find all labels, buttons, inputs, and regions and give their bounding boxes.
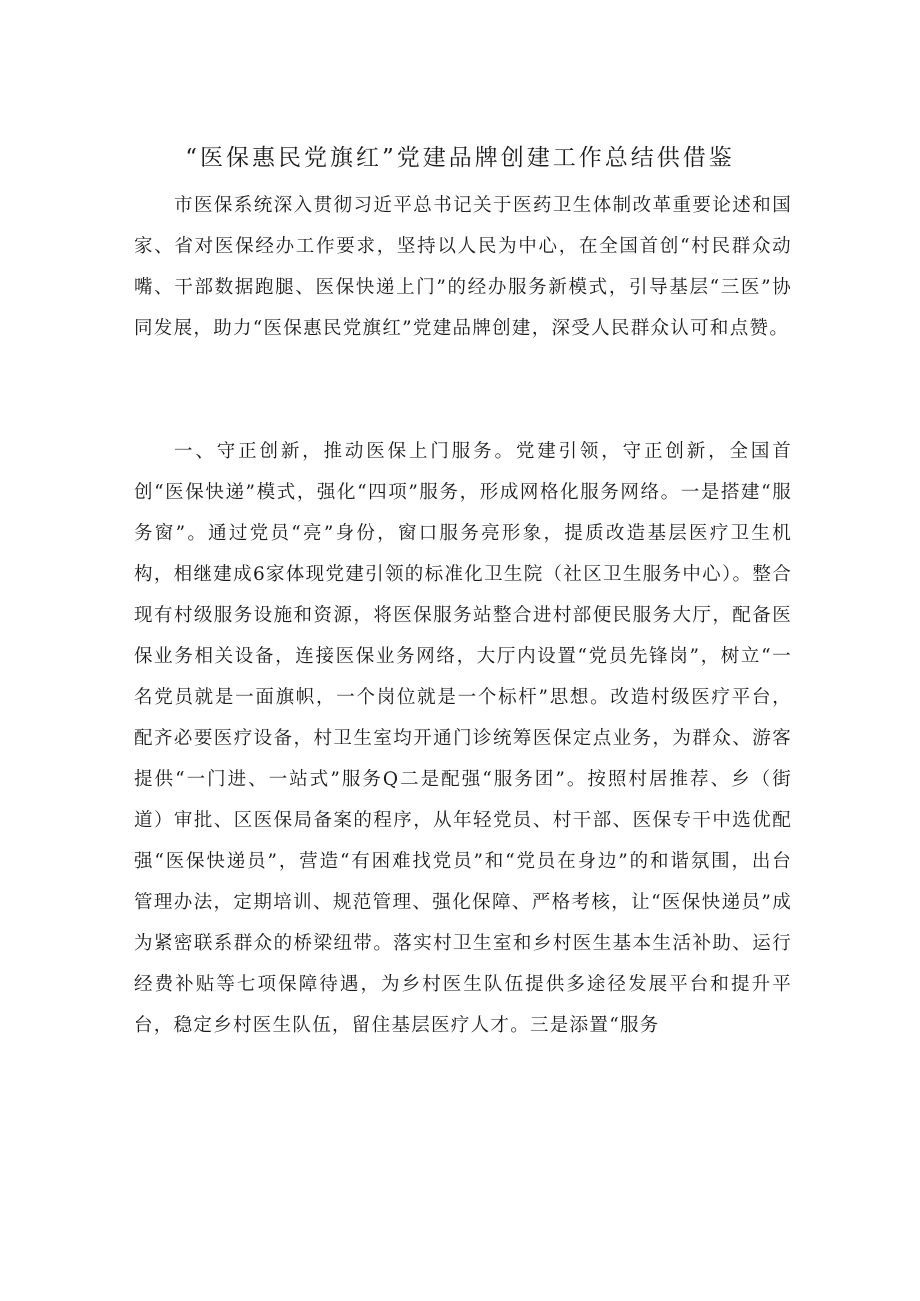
document-title: “医保惠民党旗红”党建品牌创建工作总结供借鉴 [185,145,735,171]
paragraph-intro: 市医保系统深入贯彻习近平总书记关于医药卫生体制改革重要论述和国家、省对医保经办工作要求，坚持以人民为中心，在全国首创“村民群众动嘴、干部数据跑腿、医保快递上门”的经办服务新模式，引导基层“三医”协同发展，助力“医保惠民党旗红”党建品牌创建，深受人民群众认可和点赞。 [134,195,792,339]
paragraph-section-one: 一、守正创新，推动医保上门服务。党建引领，守正创新，全国首创“医保快递”模式，强化“四项”服务，形成网格化服务网络。一是搭建“服务窗”。通过党员“亮”身份，窗口服务亮形象，提质改造基层医疗卫生机构，相继建成6家体现党建引领的标准化卫生院（社区卫生服务中心）。整合现有村级服务设施和资源，将医保服务站整合进村部便民服务大厅，配备医保业务相关设备，连接医保业务网络，大厅内设置“党员先锋岗”，树立“一名党员就是一面旗帜，一个岗位就是一个标杆”思想。改造村级医疗平台，配齐必要医疗设备，村卫生室均开通门诊统筹医保定点业务，为群众、游客提供“一门进、一站式”服务Q二是配强“服务团”。按照村居推荐、乡（街道）审批、区医保局备案的程序，从年轻党员、村干部、医保专干中选优配强“医保快递员”，营造“有困难找党员”和“党员在身边”的和谐氛围，出台管理办法，定期培训、规范管理、强化保障、严格考核，让“医保快递员”成为紧密联系群众的桥梁纽带。落实村卫生室和乡村医生基本生活补助、运行经费补贴等七项保障待遇，为乡村医生队伍提供多途径发展平台和提升平台，稳定乡村医生队伍，留住基层医疗人才。三是添置“服务 [134,441,792,1036]
